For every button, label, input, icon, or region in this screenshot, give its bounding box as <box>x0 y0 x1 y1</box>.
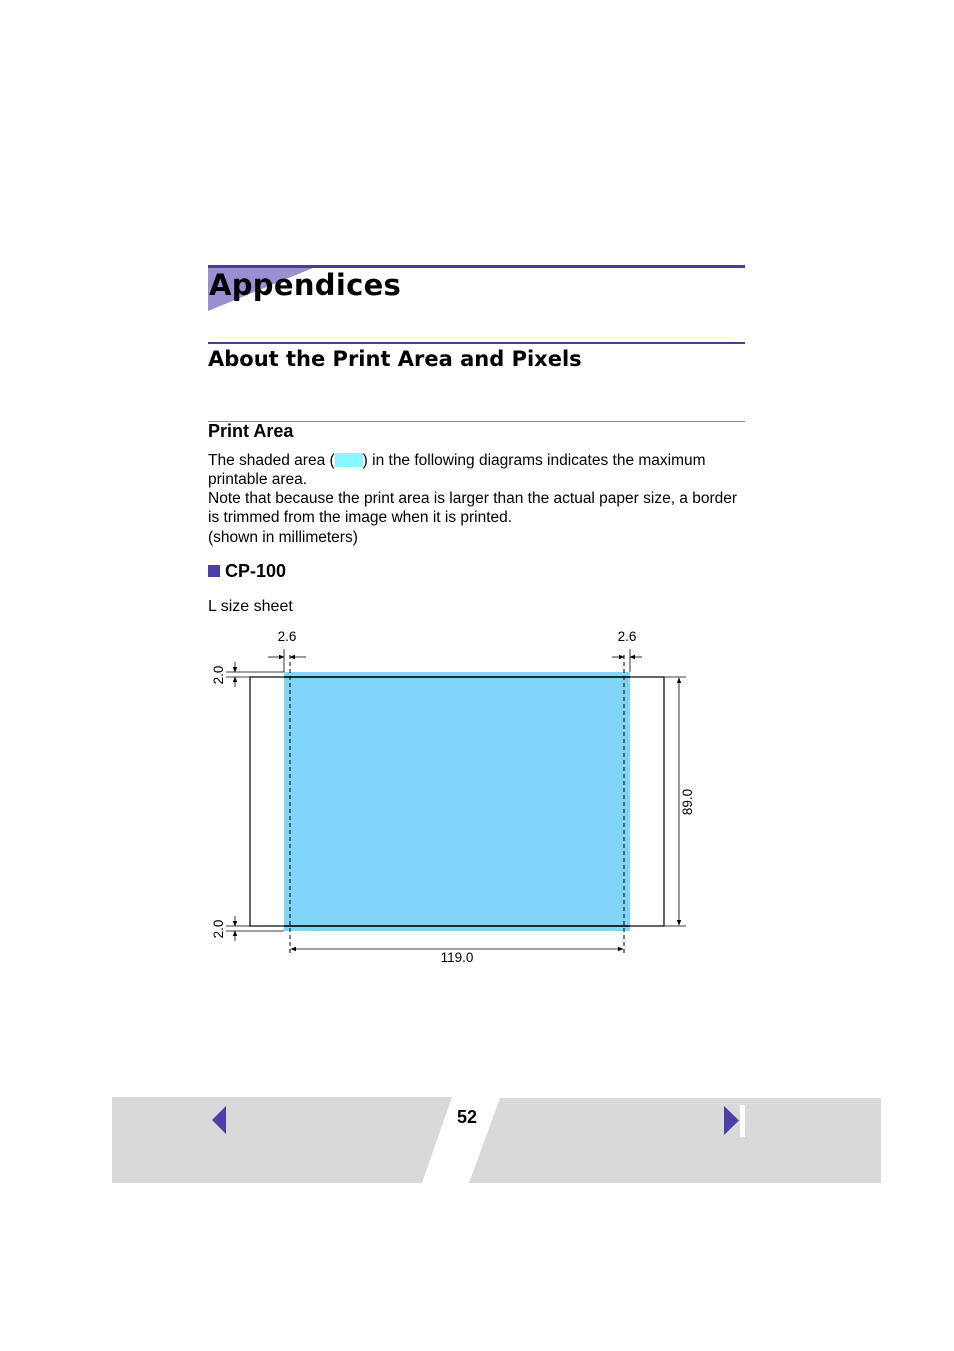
paragraph-text: The shaded area ( <box>208 452 335 469</box>
dim-label-left-margin: 2.6 <box>277 629 297 644</box>
page-navigation <box>112 1097 881 1183</box>
chapter-title: Appendices <box>209 268 402 302</box>
paragraph-text: ) in the following diagrams indicates the maximum printable area. <box>208 452 706 488</box>
dim-label-width: 119.0 <box>440 950 474 965</box>
page-number: 52 <box>456 1107 478 1127</box>
dim-label-top-margin: 2.0 <box>211 665 226 685</box>
model-heading <box>208 560 286 582</box>
dim-label-bottom-margin: 2.0 <box>211 919 226 939</box>
square-bullet-icon <box>208 565 220 577</box>
section-title: About the Print Area and Pixels <box>208 347 582 371</box>
sheet-size-label: L size sheet <box>208 598 293 615</box>
next-icon-divider <box>740 1105 745 1137</box>
section-rule <box>208 342 745 344</box>
dim-label-right-margin: 2.6 <box>617 629 637 644</box>
model-name: CP-100 <box>225 561 287 581</box>
print-area-diagram <box>200 625 710 970</box>
dim-label-height: 89.0 <box>680 788 695 816</box>
shaded-area-swatch <box>335 453 363 467</box>
paragraph-trim-note: Note that because the print area is larger than the actual paper size, a border is trimmed from the image when it is printed. <box>208 490 738 526</box>
prev-page-button[interactable] <box>112 1097 452 1183</box>
print-area-rect <box>284 672 630 931</box>
paragraph-shaded-area <box>208 451 748 489</box>
paragraph-units: (shown in millimeters) <box>208 529 358 546</box>
next-page-button[interactable] <box>469 1098 881 1183</box>
subsection-title: Print Area <box>208 421 294 441</box>
